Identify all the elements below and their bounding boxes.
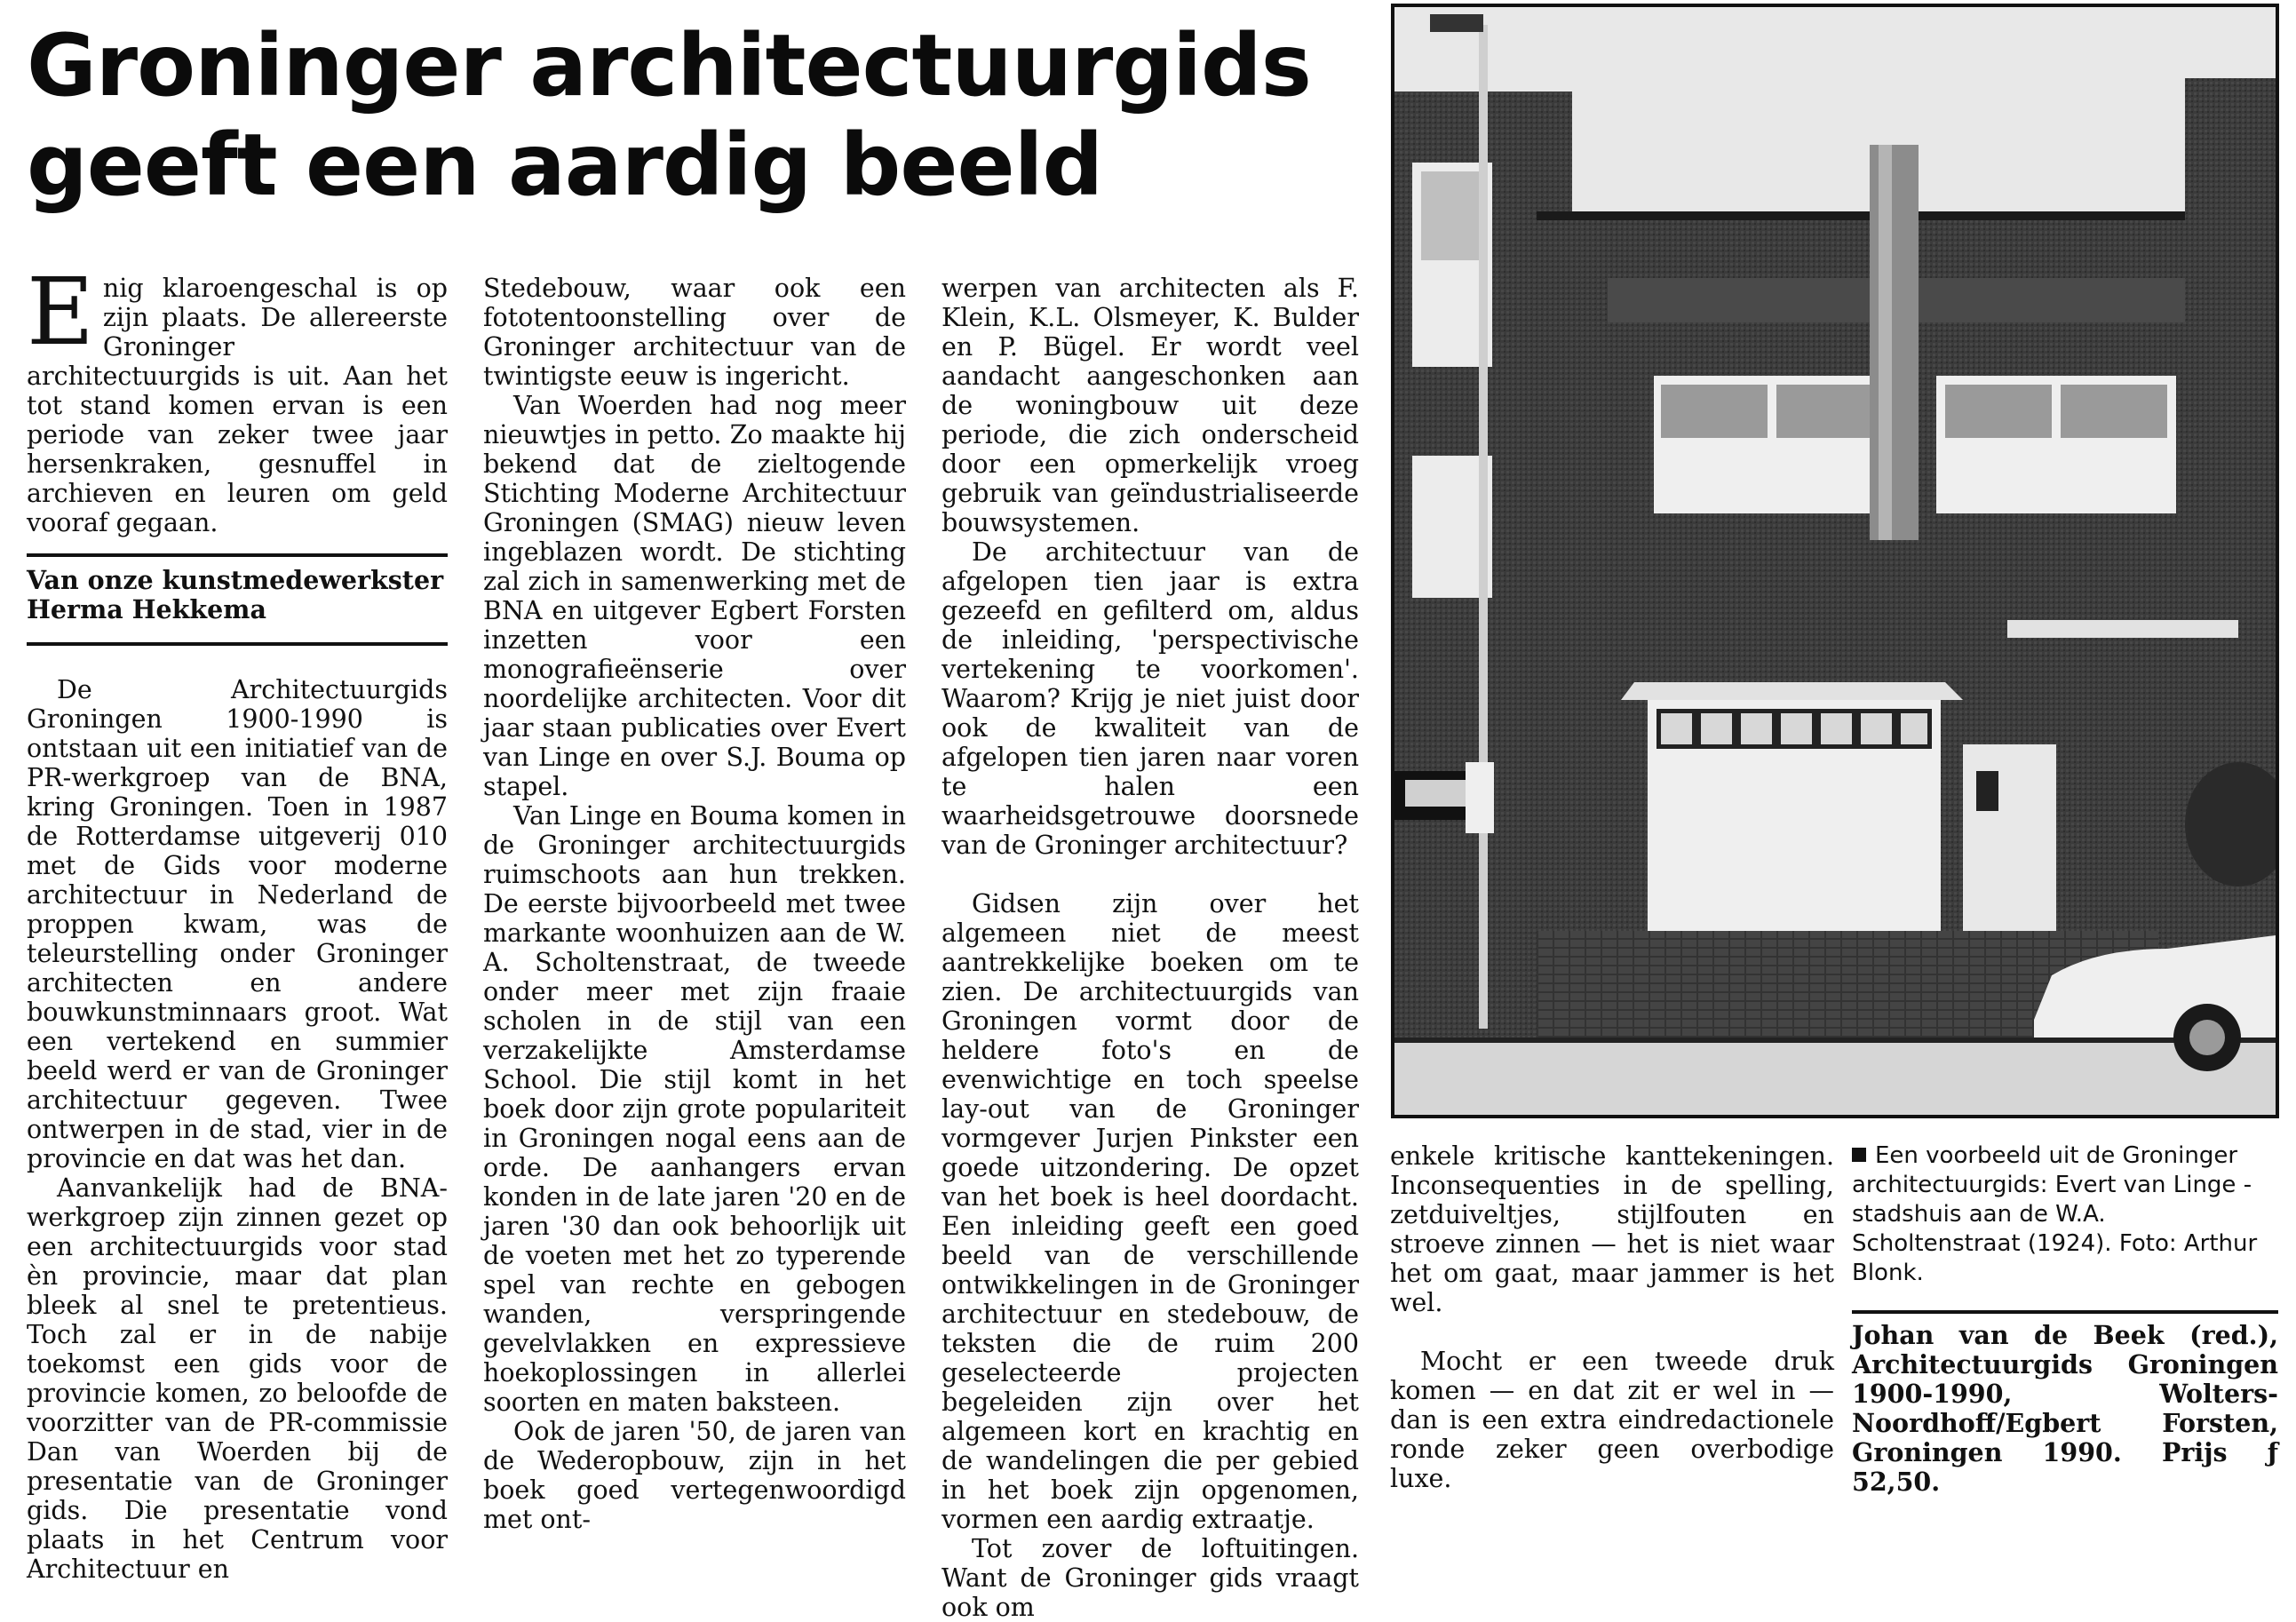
body-paragraph: Tot zover de loftuitingen. Want de Groninger gids vraagt ook om [941, 1534, 1359, 1622]
headline [27, 16, 1386, 215]
body-paragraph: Mocht er een tweede druk komen — en dat zit er wel in — dan is een extra eindredactionele ronde zeker geen overbodige luxe. [1390, 1347, 1834, 1493]
caption-text: Een voorbeeld uit de Groninger architectuurgids: Evert van Linge - stadshuis aan de W.A. Scholtenstraat (1924). [1852, 1142, 2252, 1257]
body-paragraph: werpen van architecten als F. Klein, K.L. Olsmeyer, K. Bulder en P. Bügel. Er wordt veel aandacht aangeschonken aan de woningbouw uit deze periode, die zich onderscheid door een opmerkelijk vroeg gebruik van geïndustrialiseerde bouwsystemen. [941, 274, 1359, 537]
body-paragraph: Ook de jaren '50, de jaren van de Wederopbouw, zijn in het boek goed vertegenwoordigd met ont- [483, 1417, 906, 1534]
book-info: Johan van de Beek (red.), Architectuurgids Groningen 1900-1990, Wolters-Noordhoff/Egbert Forsten, Groningen 1990. Prijs ƒ 52,50. [1852, 1310, 2278, 1497]
column-2 [483, 274, 906, 1534]
body-paragraph: Van Woerden had nog meer nieuwtjes in petto. Zo maakte hij bekend dat de zieltogende Stichting Moderne Architectuur Groningen (SMAG) nieuw leven ingeblazen wordt. De stichting zal zich in samenwerking met de BNA en uitgever Egbert Forsten inzetten voor een monografieënserie over noordelijke architecten. Voor dit jaar staan publicaties over Evert van Linge en over S.J. Bouma op stapel. [483, 391, 906, 801]
column-1 [27, 258, 448, 1584]
body-paragraph: De architectuur van de afgelopen tien jaar is extra gezeefd en gefilterd om, aldus de inleiding, 'perspectivische vertekening te voorkomen'. Waarom? Krijg je niet juist door ook de kwaliteit van de afgelopen tien jaren naar voren te halen een waarheidsgetrouwe doorsnede van de Groninger architectuur? [941, 537, 1359, 860]
headline-line-1: Groninger architectuurgids [27, 16, 1311, 115]
body-paragraph: Aanvankelijk had de BNA-werkgroep zijn zinnen gezet op een architectuurgids voor stad èn provincie, maar dat plan bleek al snel te pretentieus. Toch zal er in de nabije toekomst een gids voor de provincie komen, zo beloofde de voorzitter van de PR-commissie Dan van Woerden bij de presentatie van de Groninger gids. Die presentatie vond plaats in het Centrum voor Architectuur en [27, 1173, 448, 1584]
headline-line-2: geeft een aardig beeld [27, 115, 1103, 215]
body-paragraph: Van Linge en Bouma komen in de Groninger architectuurgids ruimschoots aan hun trekken. De eerste bijvoorbeeld met twee markante woonhuizen aan de W. A. Scholtenstraat, de tweede onder meer met zijn fraaie scholen in de stijl van een verzakelijkte Amsterdamse School. Die stijl komt in het boek door zijn grote populariteit in Groningen nogal eens aan de orde. De aanhangers ervan konden in de late jaren '20 en de jaren '30 dan ook behoorlijk uit de voeten met het zo typerende spel van rechte en gebogen wanden, verspringende gevelvlakken en expressieve hoekoplossingen in allerlei soorten en maten baksteen. [483, 801, 906, 1417]
byline-author: Herma Hekkema [27, 594, 266, 624]
byline-role: Van onze kunstmedewerkster [27, 565, 444, 595]
photo [1391, 4, 2279, 1118]
byline [27, 566, 448, 624]
column-3 [941, 274, 1359, 1622]
photo-building-icon [1394, 7, 2276, 1115]
body-paragraph: Stedebouw, waar ook een fototentoonstelling over de Groninger architectuur van de twintigste eeuw is ingericht. [483, 274, 906, 391]
body-paragraph: De Architectuurgids Groningen 1900-1990 is ontstaan uit een initiatief van de PR-werkgroep van de BNA, kring Groningen. Toen in 1987 de Rotterdamse uitgeverij 010 met de Gids voor moderne architectuur in Nederland de proppen kwam, was de teleurstelling onder Groninger architecten en andere bouwkunstminnaars groot. Wat een vertekend en summier beeld werd er van de Groninger architectuur gegeven. Twee ontwerpen in de stad, vier in de provincie en dat was het dan. [27, 675, 448, 1173]
photo-credit: Foto: Arthur Blonk. [1852, 1230, 2258, 1286]
divider [27, 553, 448, 557]
divider [27, 642, 448, 646]
body-paragraph: enkele kritische kanttekeningen. Inconsequenties in de spelling, zetduiveltjes, stijlfouten en stroeve zinnen — het is niet waar het om gaat, maar jammer is het wel. [1390, 1141, 1834, 1317]
bullet-square-icon [1852, 1148, 1866, 1162]
column-4 [1390, 1141, 1834, 1493]
photo-caption [1852, 1141, 2278, 1288]
body-paragraph: Gidsen zijn over het algemeen niet de meest aantrekkelijke boeken om te zien. De architectuurgids van Groningen vormt door de heldere foto's en de evenwichtige en toch speelse lay-out van de Groninger vormgever Jurjen Pinkster een goede uitzondering. De opzet van het boek is heel doordacht. Een inleiding geeft een goed beeld van de verschillende ontwikkelingen in de Groninger architectuur en stedebouw, de teksten die de ruim 200 geselecteerde projecten begeleiden zijn over het algemeen kort en krachtig en de wandelingen die per gebied in het boek zijn opgenomen, vormen een aardig extraatje. [941, 889, 1359, 1534]
lede-paragraph: Enig klaroengeschal is op zijn plaats. De allereerste Groninger architectuurgids is uit. Aan het tot stand komen ervan is een periode van zeker twee jaar hersenkraken, gesnuffel in archieven en leuren om geld vooraf gegaan. [27, 258, 448, 537]
